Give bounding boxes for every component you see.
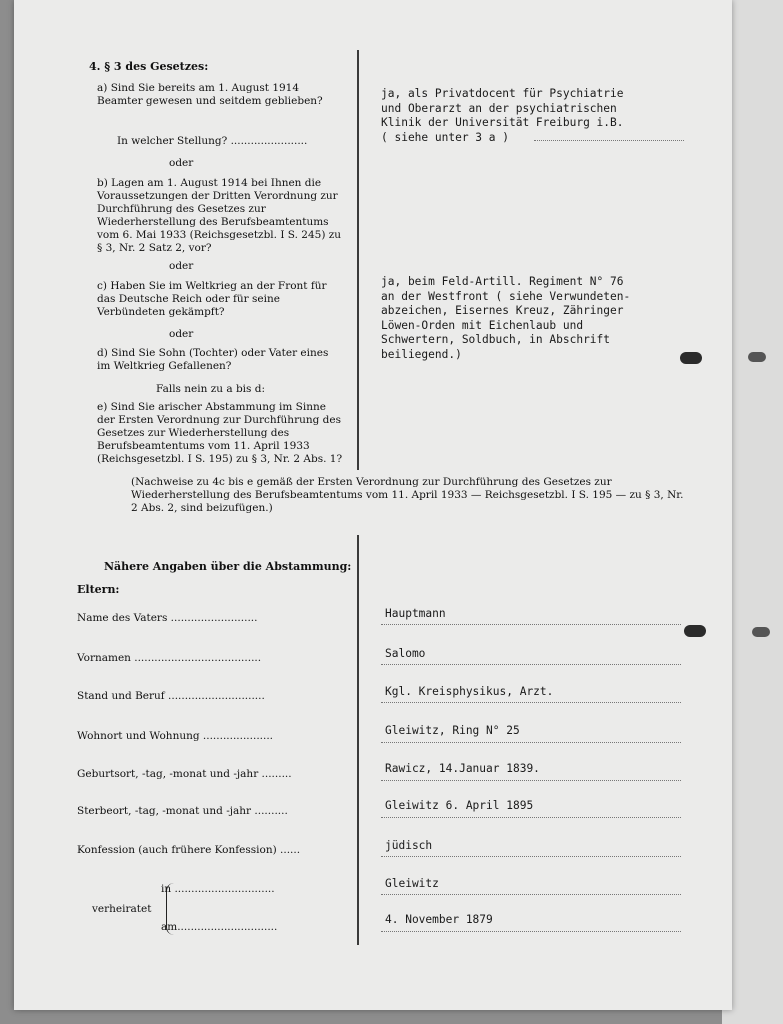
field-value-occupation: Kgl. Kreisphysikus, Arzt.	[385, 685, 554, 698]
question-position: In welcher Stellung? .......................	[117, 135, 308, 147]
answer-a-rule	[534, 140, 684, 141]
field-value-death: Gleiwitz 6. April 1895	[385, 799, 534, 812]
field-value-birth: Rawicz, 14.Januar 1839.	[385, 762, 540, 775]
answer-a: ja, als Privatdocent für Psychiatrie und Oberarzt an der psychiatrischen Klinik der Universität Freiburg i.B. ( siehe unter 3 a )	[381, 87, 624, 144]
question-a: a) Sind Sie bereits am 1. August 1914 Beamter gewesen und seitdem geblieben?	[97, 82, 323, 107]
ancestry-title: Nähere Angaben über die Abstammung:	[104, 560, 352, 573]
question-e: e) Sind Sie arischer Abstammung im Sinne der Ersten Verordnung zur Durchführung des Gesetzes zur Wiederherstellung des Berufsbeamtentums vom 11. April 1933 (Reichsgesetzbl. I S. 195) zu § 3, Nr. 2 Abs. 1?	[97, 401, 343, 465]
field-rule	[381, 856, 681, 857]
field-label-death: Sterbeort, -tag, -monat und -jahr ..........	[77, 805, 288, 817]
question-c: c) Haben Sie im Weltkrieg an der Front für das Deutsche Reich oder für seine Verbündeten gekämpft?	[97, 280, 327, 318]
married-label: verheiratet	[92, 903, 152, 915]
field-rule	[381, 624, 681, 625]
column-divider-bottom	[357, 535, 359, 945]
column-divider-top	[357, 50, 359, 470]
married-am-value: 4. November 1879	[385, 913, 493, 926]
field-rule	[381, 894, 681, 895]
married-in-label: in ..............................	[161, 883, 275, 895]
field-rule	[381, 780, 681, 781]
married-in-value: Gleiwitz	[385, 877, 439, 890]
punch-hole	[748, 352, 766, 362]
married-am-label: am..............................	[161, 921, 278, 933]
field-label-birth: Geburtsort, -tag, -monat und -jahr .........	[77, 768, 292, 780]
answer-c: ja, beim Feld-Artill. Regiment N° 76 an der Westfront ( siehe Verwundeten- abzeichen, Eisernes Kreuz, Zähringer Löwen-Orden mit Eichenlaub und Schwertern, Soldbuch, in Abschrift beiliegend.)	[381, 275, 631, 361]
field-value-religion: jüdisch	[385, 839, 433, 852]
proof-note: (Nachweise zu 4c bis e gemäß der Ersten Verordnung zur Durchführung des Gesetzes zur Wiederherstellung des Berufsbeamtentums vom 11. April 1933 — Reichsgesetzbl. I S. 195 — zu § 3, Nr. 2 Abs. 2, sind beizufügen.)	[131, 476, 684, 514]
field-rule	[381, 664, 681, 665]
section-title: 4. § 3 des Gesetzes:	[89, 60, 209, 73]
oder-3: oder	[169, 328, 194, 340]
field-value-first-names: Salomo	[385, 647, 426, 660]
field-rule	[381, 702, 681, 703]
question-b: b) Lagen am 1. August 1914 bei Ihnen die Voraussetzungen der Dritten Verordnung zur Durchführung des Gesetzes zur Wiederherstellung des Berufsbeamtentums vom 6. Mai 1933 (Reichsgesetzbl. I S. 245) zu § 3, Nr. 2 Satz 2, vor?	[97, 177, 342, 254]
oder-1: oder	[169, 157, 194, 169]
field-rule	[381, 931, 681, 932]
parents-label: Eltern:	[77, 583, 120, 596]
question-d: d) Sind Sie Sohn (Tochter) oder Vater eines im Weltkrieg Gefallenen?	[97, 347, 329, 372]
field-rule	[381, 742, 681, 743]
field-label-religion: Konfession (auch frühere Konfession) ......	[77, 844, 301, 856]
field-label-father-name: Name des Vaters ..........................	[77, 612, 258, 624]
document-page	[14, 0, 732, 1010]
field-label-residence: Wohnort und Wohnung .....................	[77, 730, 274, 742]
field-value-father-name: Hauptmann	[385, 607, 446, 620]
field-rule	[381, 817, 681, 818]
punch-hole	[680, 352, 702, 364]
field-value-residence: Gleiwitz, Ring N° 25	[385, 724, 520, 737]
falls-nein: Falls nein zu a bis d:	[156, 383, 266, 395]
field-label-occupation: Stand und Beruf .............................	[77, 690, 265, 702]
punch-hole	[752, 627, 770, 637]
punch-hole	[684, 625, 706, 637]
field-label-first-names: Vornamen ......................................	[77, 652, 262, 664]
oder-2: oder	[169, 260, 194, 272]
